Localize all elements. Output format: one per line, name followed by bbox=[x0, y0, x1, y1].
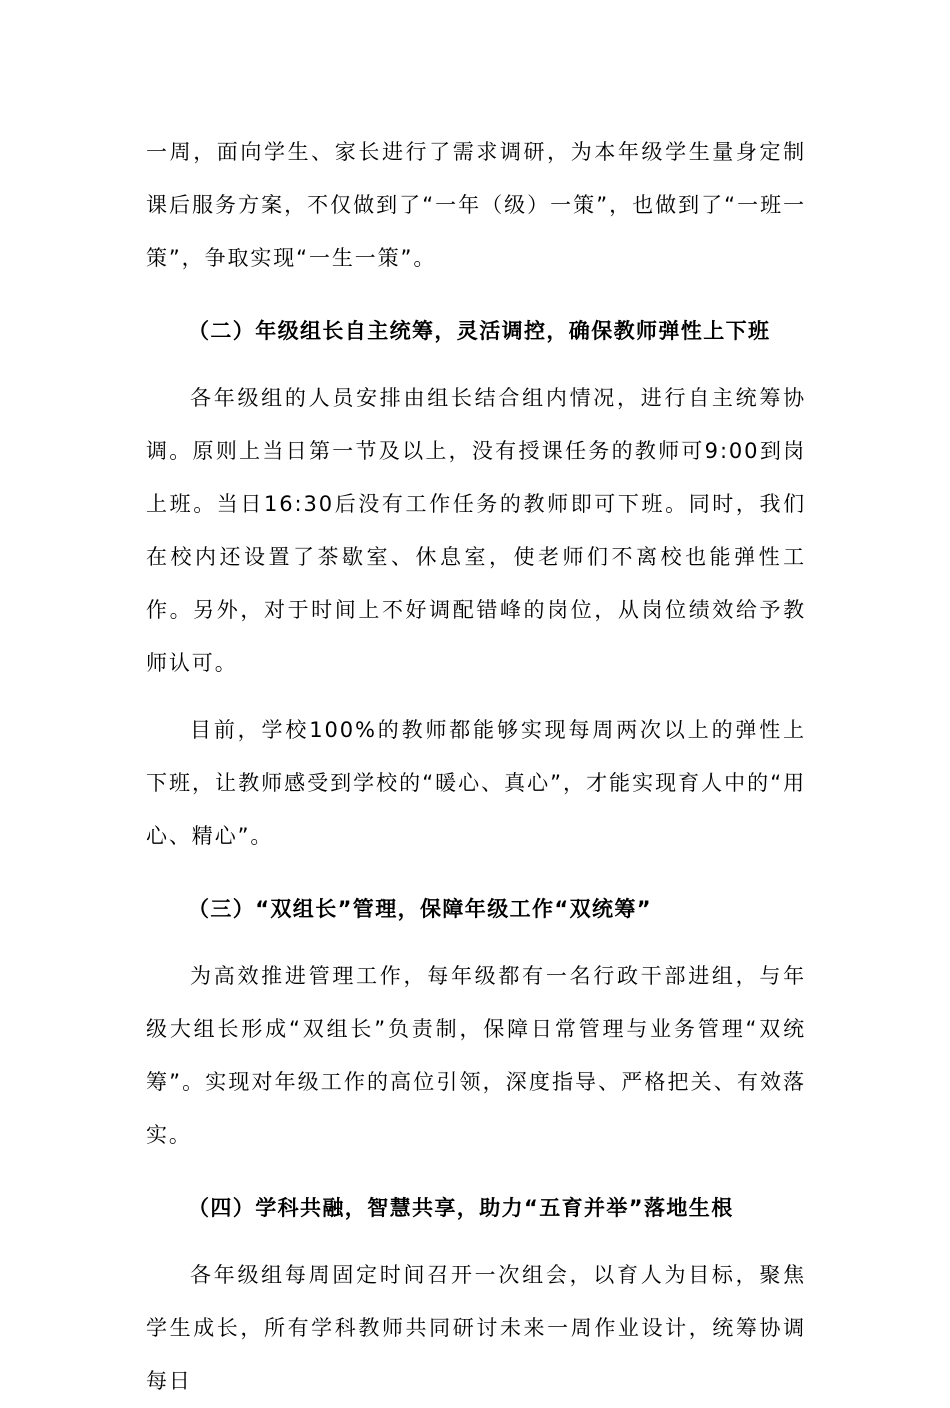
paragraph-continuation: 一周，面向学生、家长进行了需求调研，为本年级学生量身定制课后服务方案，不仅做到了“一年（级）一策”，也做到了“一班一策”，争取实现“一生一策”。 bbox=[146, 140, 806, 270]
section-heading-2: （二）年级组长自主统筹，灵活调控，确保教师弹性上下班 bbox=[188, 319, 771, 343]
paragraph-current-status: 目前，学校100%的教师都能够实现每周两次以上的弹性上下班，让教师感受到学校的“暖心、真心”，才能实现育人中的“用心、精心”。 bbox=[146, 718, 806, 848]
paragraph-dual-leader: 为高效推进管理工作，每年级都有一名行政干部进组，与年级大组长形成“双组长”负责制，保障日常管理与业务管理“双统筹”。实现对年级工作的高位引领，深度指导、严格把关、有效落实。 bbox=[146, 964, 806, 1147]
section-heading-3: （三）“双组长”管理，保障年级工作“双统筹” bbox=[188, 897, 653, 921]
paragraph-weekly-meeting: 各年级组每周固定时间召开一次组会，以育人为目标，聚焦学生成长，所有学科教师共同研讨未来一周作业设计，统筹协调每日 bbox=[146, 1263, 806, 1393]
paragraph-flexible-hours: 各年级组的人员安排由组长结合组内情况，进行自主统筹协调。原则上当日第一节及以上，没有授课任务的教师可9:00到岗上班。当日16:30后没有工作任务的教师即可下班。同时，我们在校内还设置了茶歇室、休息室，使老师们不离校也能弹性工作。另外，对于时间上不好调配错峰的岗位，从岗位绩效给予教师认可。 bbox=[146, 386, 806, 675]
document-page bbox=[146, 126, 806, 1408]
section-heading-4: （四）学科共融，智慧共享，助力“五育并举”落地生根 bbox=[188, 1196, 734, 1220]
